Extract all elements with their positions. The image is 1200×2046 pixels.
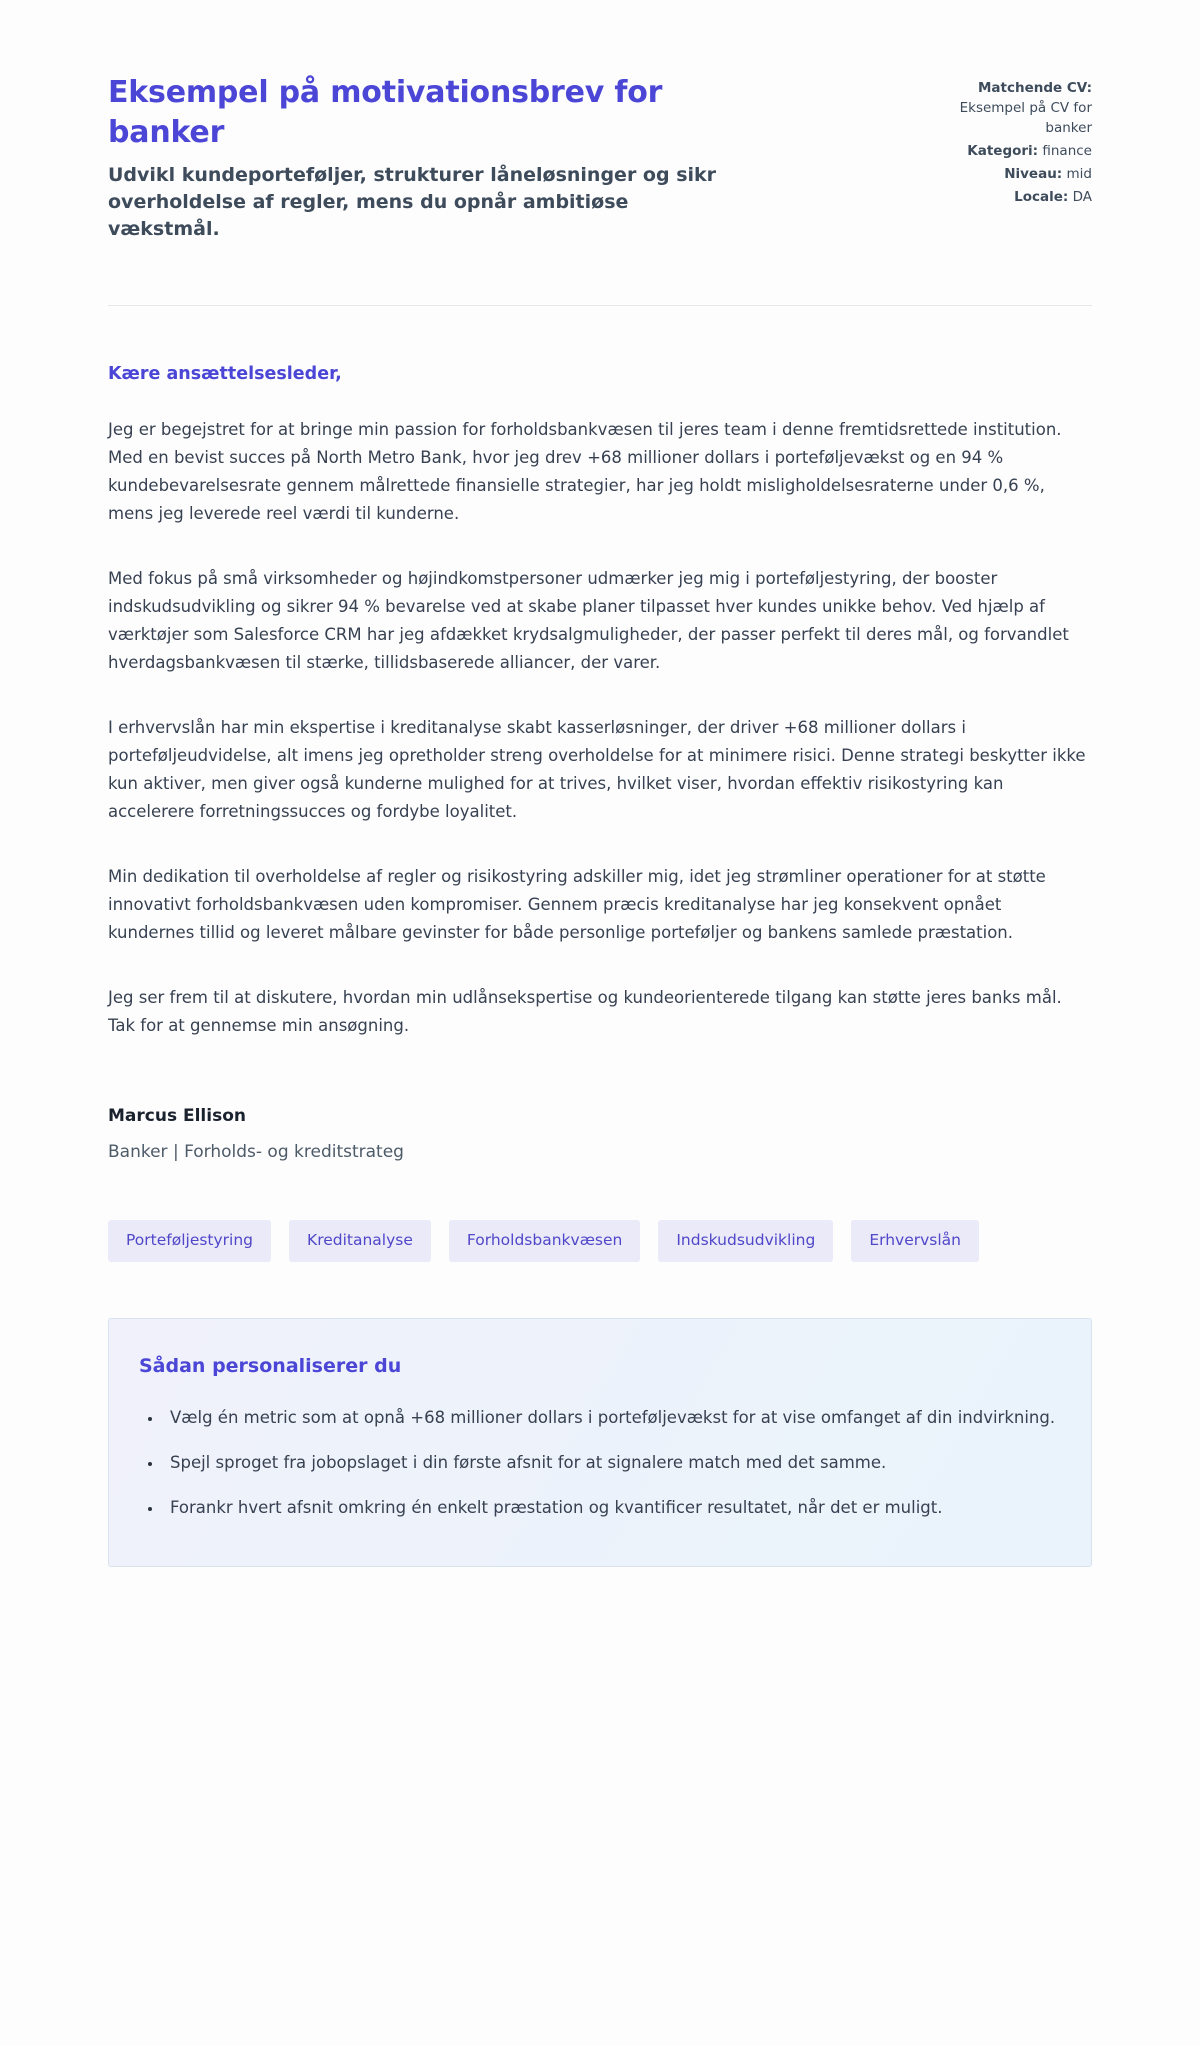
meta-locale (914, 187, 1092, 207)
letter-paragraph-4: Min dedikation til overholdelse af regler og risikostyring adskiller mig, idet jeg strømliner operationer for at støtte innovativt forholdsbankvæsen uden kompromiser. Gennem præcis kreditanalyse har jeg konsekvent opnået kundernes tillid og leveret målbare gevinster for både personlige porteføljer og bankens samlede præstation. (108, 867, 1046, 942)
page-header (108, 73, 1092, 243)
tip-item-3: • Forankr hvert afsnit omkring én enkelt præstation og kvantificer resultatet, når det er muligt. (163, 1494, 1057, 1522)
letter-paragraph-3: I erhvervslån har min ekspertise i kreditanalyse skabt kasserløsninger, der driver +68 millioner dollars i porteføljeudvidelse, alt imens jeg opretholder streng overholdelse for at minimere risici. Denne strategi beskytter ikke kun aktiver, men giver også kunderne mulighed for at trives, hvilket viser, hvordan effektiv risikostyring kan accelerere forretningssucces og fordybe loyalitet. (108, 718, 1086, 821)
meta-category-label: Kategori: (967, 143, 1039, 159)
tips-heading: Sådan personaliserer du (139, 1354, 402, 1377)
page-subtitle: Udvikl kundeporteføljer, strukturer låneløsninger og sikr overholdelse af regler, mens du opnår ambitiøse vækstmål. (108, 164, 717, 240)
letter-paragraph-1: Jeg er begejstret for at bringe min passion for forholdsbankvæsen til jeres team i denne fremtidsrettede institution. Med en bevist succes på North Metro Bank, hvor jeg drev +68 millioner dollars i porteføljevækst og en 94 % kundebevarelsesrate gennem målrettede finansielle strategier, har jeg holdt misligholdelsesraterne under 0,6 %, mens jeg leverede reel værdi til kunderne. (108, 420, 1062, 523)
tip-item-2: • Spejl sproget fra jobopslaget i din første afsnit for at signalere match med det samme. (163, 1449, 1057, 1477)
cover-letter-page (108, 0, 1092, 1637)
signature-role: Banker | Forholds- og kreditstrateg (108, 1142, 404, 1162)
meta-matching-cv-value: Eksempel på CV for banker (959, 100, 1092, 136)
meta-category-value: finance (1042, 143, 1092, 159)
skill-tag-deposit-growth[interactable]: Indskudsudvikling (658, 1220, 833, 1262)
skill-tags-row (108, 1220, 1092, 1262)
personalization-tips-box (108, 1318, 1092, 1567)
letter-body (108, 364, 1092, 1162)
skill-tag-portfolio[interactable]: Porteføljestyring (108, 1220, 271, 1262)
signature-name: Marcus Ellison (108, 1106, 246, 1126)
meta-matching-cv (914, 78, 1092, 138)
header-divider (108, 305, 1092, 306)
letter-paragraph-5: Jeg ser frem til at diskutere, hvordan min udlånsekspertise og kundeorienterede tilgang kan støtte jeres banks mål. Tak for at gennemse min ansøgning. (108, 988, 1062, 1035)
skill-tag-relationship-banking[interactable]: Forholdsbankvæsen (449, 1220, 640, 1262)
meta-panel (914, 78, 1092, 210)
title-block (108, 73, 768, 243)
letter-paragraph-2: Med fokus på små virksomheder og højindkomstpersoner udmærker jeg mig i porteføljestyring, der booster indskudsudvikling og sikrer 94 % bevarelse ved at skabe planer tilpasset hver kundes unikke behov. Ved hjælp af værktøjer som Salesforce CRM har jeg afdækket krydsalgmuligheder, der passer perfekt til deres mål, og forvandlet hverdagsbankvæsen til stærke, tillidsbaserede alliancer, der varer. (108, 569, 1069, 672)
page-title: Eksempel på motivationsbrev for banker (108, 75, 663, 150)
meta-matching-cv-label: Matchende CV: (977, 80, 1092, 96)
meta-category (914, 141, 1092, 161)
letter-greeting: Kære ansættelsesleder, (108, 364, 342, 384)
skill-tag-business-loans[interactable]: Erhvervslån (851, 1220, 979, 1262)
meta-level-label: Niveau: (1004, 166, 1063, 182)
skill-tag-credit-analysis[interactable]: Kreditanalyse (289, 1220, 431, 1262)
tips-list (139, 1404, 1057, 1522)
tip-item-1: • Vælg én metric som at opnå +68 millioner dollars i porteføljevækst for at vise omfanget af din indvirkning. (163, 1404, 1057, 1432)
meta-locale-value: DA (1072, 189, 1092, 205)
meta-level (914, 164, 1092, 184)
meta-level-value: mid (1066, 166, 1092, 182)
meta-locale-label: Locale: (1014, 189, 1069, 205)
